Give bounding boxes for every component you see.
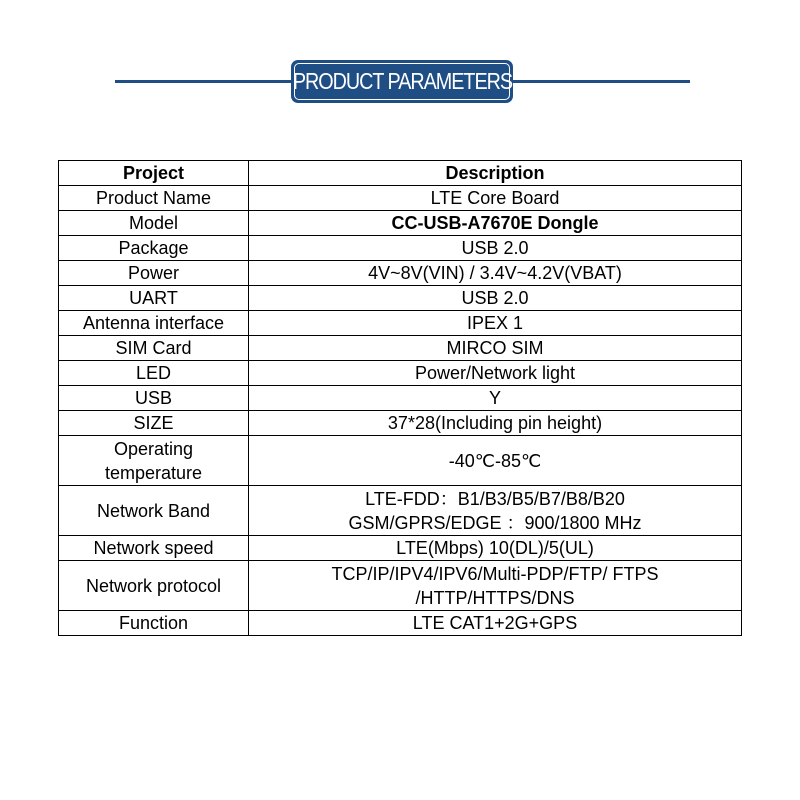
table-row — [59, 561, 742, 611]
row-description: USB 2.0 — [249, 286, 742, 311]
row-project: UART — [59, 286, 249, 311]
table-row — [59, 236, 742, 261]
row-description: LTE CAT1+2G+GPS — [249, 611, 742, 636]
table-row — [59, 486, 742, 536]
row-description: IPEX 1 — [249, 311, 742, 336]
row-description: LTE(Mbps) 10(DL)/5(UL) — [249, 536, 742, 561]
banner-rule-right — [505, 80, 690, 83]
table-row — [59, 436, 742, 486]
row-description — [249, 561, 742, 611]
row-description-line: /HTTP/HTTPS/DNS — [415, 587, 575, 608]
column-header-project: Project — [59, 161, 249, 186]
row-project: USB — [59, 386, 249, 411]
row-description: USB 2.0 — [249, 236, 742, 261]
row-project-line: Operating — [113, 438, 194, 459]
row-project: SIM Card — [59, 336, 249, 361]
row-project: Power — [59, 261, 249, 286]
table-row — [59, 311, 742, 336]
row-description: CC-USB-A7670E Dongle — [249, 211, 742, 236]
table-row — [59, 286, 742, 311]
table-row — [59, 336, 742, 361]
table-row — [59, 211, 742, 236]
row-description: Power/Network light — [249, 361, 742, 386]
row-description-line: GSM/GPRS/EDGE ：900/1800 MHz — [348, 512, 642, 533]
row-project: Function — [59, 611, 249, 636]
row-project: SIZE — [59, 411, 249, 436]
table-row — [59, 611, 742, 636]
table-row — [59, 386, 742, 411]
row-description: Y — [249, 386, 742, 411]
row-project — [59, 436, 249, 486]
row-project: Antenna interface — [59, 311, 249, 336]
row-description-line: TCP/IP/IPV4/IPV6/Multi-PDP/FTP/ FTPS — [331, 563, 659, 584]
row-description-line: LTE-FDD：B1/B3/B5/B7/B8/B20 — [365, 488, 625, 509]
table-row — [59, 361, 742, 386]
row-project: Network speed — [59, 536, 249, 561]
row-description: MIRCO SIM — [249, 336, 742, 361]
row-project: Network protocol — [59, 561, 249, 611]
table-row — [59, 186, 742, 211]
row-description: 4V~8V(VIN) / 3.4V~4.2V(VBAT) — [249, 261, 742, 286]
row-description: LTE Core Board — [249, 186, 742, 211]
row-project: LED — [59, 361, 249, 386]
section-title: PRODUCT PARAMETERS — [292, 68, 512, 94]
row-description: -40℃-85℃ — [249, 436, 742, 486]
product-parameters-table — [58, 160, 742, 636]
banner-rule-left — [115, 80, 295, 83]
row-project: Product Name — [59, 186, 249, 211]
column-header-description: Description — [249, 161, 742, 186]
row-project: Package — [59, 236, 249, 261]
table-row — [59, 261, 742, 286]
row-project-line: temperature — [104, 462, 203, 483]
table-header-row — [59, 161, 742, 186]
table-row — [59, 411, 742, 436]
table-row — [59, 536, 742, 561]
row-project: Model — [59, 211, 249, 236]
row-description: 37*28(Including pin height) — [249, 411, 742, 436]
row-description — [249, 486, 742, 536]
row-project: Network Band — [59, 486, 249, 536]
section-banner — [291, 60, 513, 103]
section-banner-frame — [294, 63, 510, 100]
